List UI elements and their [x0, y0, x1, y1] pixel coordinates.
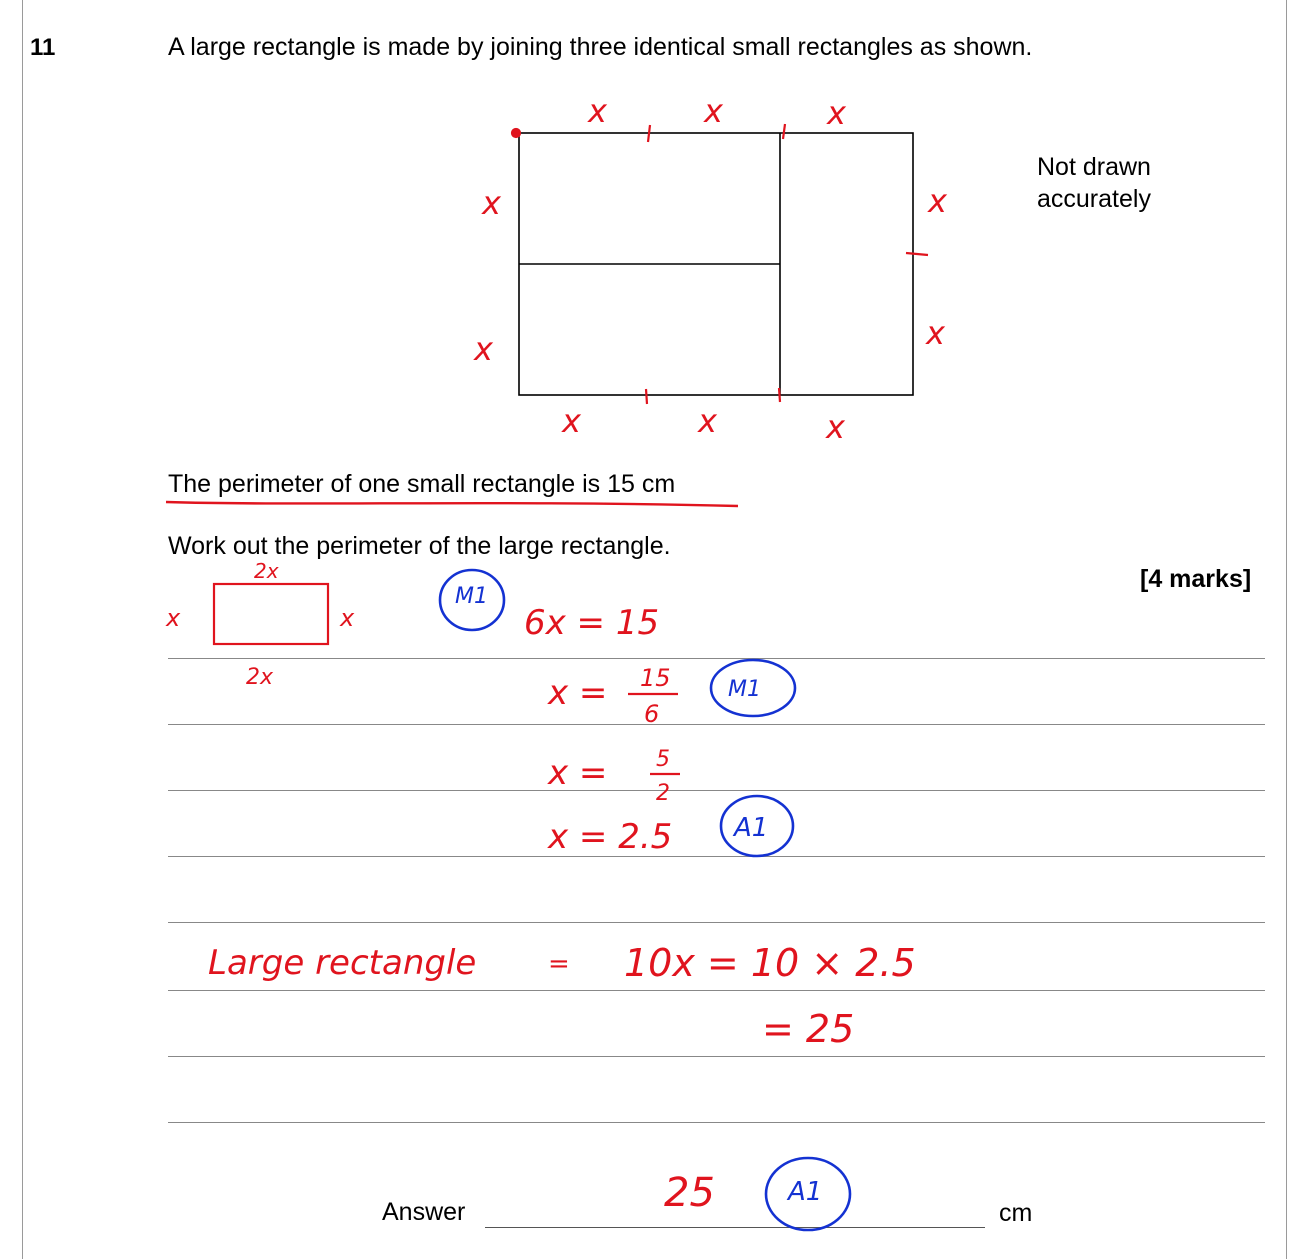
question-number: 11	[30, 34, 56, 61]
hw-step-3-denominator: 2	[656, 781, 670, 806]
corner-dot	[512, 129, 520, 137]
question-text: A large rectangle is made by joining three identical small rectangles as shown.	[168, 33, 1033, 61]
hw-large-result: = 25	[762, 1007, 855, 1051]
hw-step-4: x = 2.5	[548, 817, 673, 857]
small-rectangle-sketch	[165, 559, 355, 690]
tick-mark	[779, 388, 780, 402]
sketch-top-label: 2x	[254, 559, 279, 583]
hw-step-2-denominator: 6	[644, 700, 660, 728]
sketch-left-label: x	[166, 604, 181, 632]
perimeter-statement: The perimeter of one small rectangle is 15 cm	[168, 470, 676, 498]
hw-large-expression: 10x = 10 × 2.5	[624, 941, 916, 985]
sketch-rectangle	[214, 584, 328, 644]
tick-mark	[783, 124, 785, 139]
mark-a1-label: A1	[788, 1177, 823, 1207]
hw-top-x-1: x	[588, 92, 607, 130]
hw-bottom-x-3: x	[826, 408, 845, 446]
hw-large-label: Large rectangle	[208, 943, 477, 983]
hw-final-answer: 25	[664, 1170, 715, 1216]
note-line-2: accurately	[1037, 185, 1151, 213]
mark-m1-label: M1	[728, 677, 761, 702]
answer-unit: cm	[999, 1199, 1033, 1227]
hw-top-x-2: x	[704, 92, 723, 130]
hw-left-x-1: x	[482, 184, 501, 222]
hw-bottom-x-1: x	[562, 402, 581, 440]
note-line-1: Not drawn	[1037, 153, 1151, 181]
instruction-text: Work out the perimeter of the large rectangle.	[168, 532, 671, 560]
hw-right-x-2: x	[926, 314, 945, 352]
marks-label: [4 marks]	[1140, 565, 1252, 593]
hw-equals: =	[548, 949, 570, 979]
hw-right-x-1: x	[928, 182, 947, 220]
hw-step-2-lhs: x =	[548, 673, 608, 713]
hw-step-3-lhs: x =	[548, 753, 608, 793]
sketch-bottom-label: 2x	[246, 665, 274, 690]
rectangle-diagram	[519, 133, 913, 395]
mark-m1-label: M1	[455, 584, 488, 609]
hw-top-x-3: x	[827, 94, 846, 132]
hw-step-1: 6x = 15	[524, 603, 660, 643]
hw-bottom-x-2: x	[698, 402, 717, 440]
answer-label: Answer	[382, 1198, 466, 1226]
tick-mark	[646, 389, 647, 404]
perimeter-underline	[166, 502, 738, 506]
hw-step-3-numerator: 5	[656, 747, 670, 772]
hw-step-2-numerator: 15	[640, 664, 671, 692]
hw-left-x-2: x	[474, 330, 493, 368]
sketch-right-label: x	[340, 604, 355, 632]
tick-mark	[648, 125, 650, 142]
tick-mark	[906, 253, 928, 255]
mark-a1-label: A1	[734, 813, 769, 843]
